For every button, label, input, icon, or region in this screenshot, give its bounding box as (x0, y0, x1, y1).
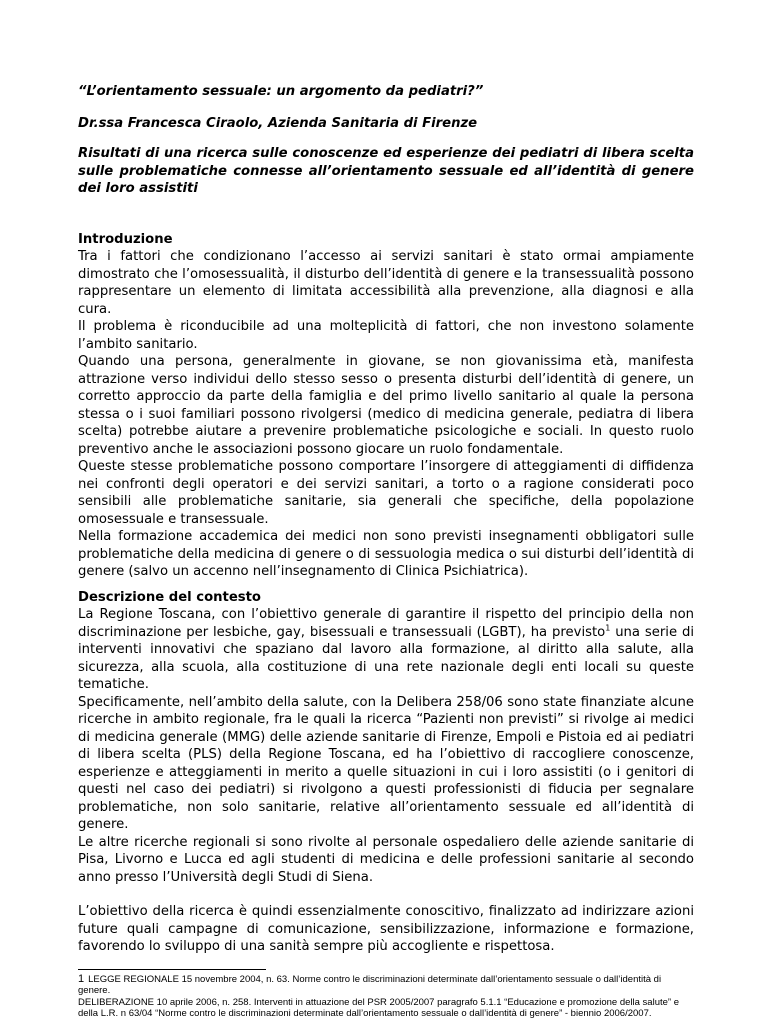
context-paragraph-4: L’obiettivo della ricerca è quindi essenzialmente conoscitivo, finalizzato ad indirizzare azioni future quali campagne di comunicazione, sensibilizzazione, informazione e formazione, favorendo lo sviluppo di una sanità sempre più accogliente e rispettosa. (78, 904, 694, 954)
footnote-separator (78, 969, 266, 970)
author-line: Dr.ssa Francesca Ciraolo, Azienda Sanitaria di Firenze (78, 115, 478, 131)
intro-paragraph-1: Tra i fattori che condizionano l’accesso ai servizi sanitari è stato ormai ampiamente dimostrato che l’omosessualità, il disturbo dell’identità di genere e la transessualità possono rappresentare un elemento di limitata accessibilità alla prevenzione, alla diagnosi e alla cura. (78, 249, 694, 317)
footnote-text-1: LEGGE REGIONALE 15 novembre 2004, n. 63. Norme contro le discriminazioni determinate dall’orientamento sessuale o dall’identità di genere. (78, 973, 662, 996)
document-subtitle: Risultati di una ricerca sulle conoscenze ed esperienze dei pediatri di libera scelta sulle problematiche connesse all’orientamento sessuale ed all’identità di genere dei loro assistiti (78, 146, 694, 196)
footnote-line-2: DELIBERAZIONE 10 aprile 2006, n. 258. Interventi in attuazione del PSR 2005/2007 paragrafo 5.1.1 “Educazione e promozione della salute” e della L.R. n 63/04 “Norme contro le discriminazioni determinate dall’orientamento sessuale o dall’identità di genere” - biennio 2006/2007. (78, 996, 679, 1019)
document-title: “L’orientamento sessuale: un argomento da pediatri?” (78, 84, 484, 99)
context-paragraph-1 (78, 606, 694, 694)
intro-paragraph-5: Nella formazione accademica dei medici non sono previsti insegnamenti obbligatori sulle problematiche della medicina di genere o di sessuologia medica o sui disturbi dell’identità di genere (salvo un accenno nell’insegnamento di Clinica Psichiatrica). (78, 529, 694, 579)
section-heading-contesto: Descrizione del contesto (78, 589, 261, 605)
document-page (78, 68, 694, 1020)
section-heading-introduzione: Introduzione (78, 231, 173, 247)
intro-paragraph-3: Quando una persona, generalmente in giovane, se non giovanissima età, manifesta attrazione verso individui dello stesso sesso o presenta disturbi dell’identità di genere, un corretto approccio da parte della famiglia e del primo livello sanitario al quale la persona stessa o i suoi familiari possono rivolgersi (medico di medicina generale, pediatra di libera scelta) potrebbe aiutare a prevenire problematiche psicologiche e sociali. In questo ruolo preventivo anche le associazioni possono giocare un ruolo fondamentale. (78, 354, 694, 457)
footnote-mark: 1 (78, 972, 85, 985)
footnote-line-1 (78, 974, 694, 997)
intro-paragraph-4: Queste stesse problematiche possono comportare l’insorgere di atteggiamenti di diffidenza nei confronti degli operatori e dei servizi sanitari, a torto o a ragione considerati poco sensibili alle problematiche sanitarie, sia generali che specifiche, della popolazione omosessuale e transessuale. (78, 459, 694, 527)
footnote-reference: 1 (605, 623, 611, 633)
context-paragraph-3: Le altre ricerche regionali si sono rivolte al personale ospedaliero delle aziende sanitarie di Pisa, Livorno e Lucca ed agli studenti di medicina e delle professioni sanitarie al secondo anno presso l’Università degli Studi di Siena. (78, 834, 694, 885)
intro-paragraph-2: Il problema è riconducibile ad una molteplicità di fattori, che non investono solamente l’ambito sanitario. (78, 319, 694, 352)
footnote (78, 974, 694, 1020)
context-paragraph-2: Specificamente, nell’ambito della salute, con la Delibera 258/06 sono state finanziate alcune ricerche in ambito regionale, fra le quali la ricerca “Pazienti non previsti” si rivolge ai medici di medicina generale (MMG) delle aziende sanitarie di Firenze, Empoli e Pistoia ed ai pediatri di libera scelta (PLS) della Regione Toscana, ed ha l’obiettivo di raccogliere conoscenze, esperienze e atteggiamenti in merito a quelle situazioni in cui i loro assistiti (o i genitori di questi nel caso dei pediatri) si rivolgono a questi professionisti di fiducia per segnalare problematiche, non solo sanitarie, relative all’orientamento sessuale ed all’identità di genere. (78, 694, 694, 832)
context-paragraph-1-start: La Regione Toscana, con l’obiettivo generale di garantire il rispetto del principio della non discriminazione per lesbiche, gay, bisessuali e transessuali (LGBT), ha previsto (78, 607, 694, 640)
context-paragraph-1-end: una serie di interventi innovativi che spaziano dal lavoro alla formazione, al diritto alla salute, alla sicurezza, alla scuola, alla costituzione di una rete nazionale degli enti locali su queste tematiche. (78, 624, 694, 692)
